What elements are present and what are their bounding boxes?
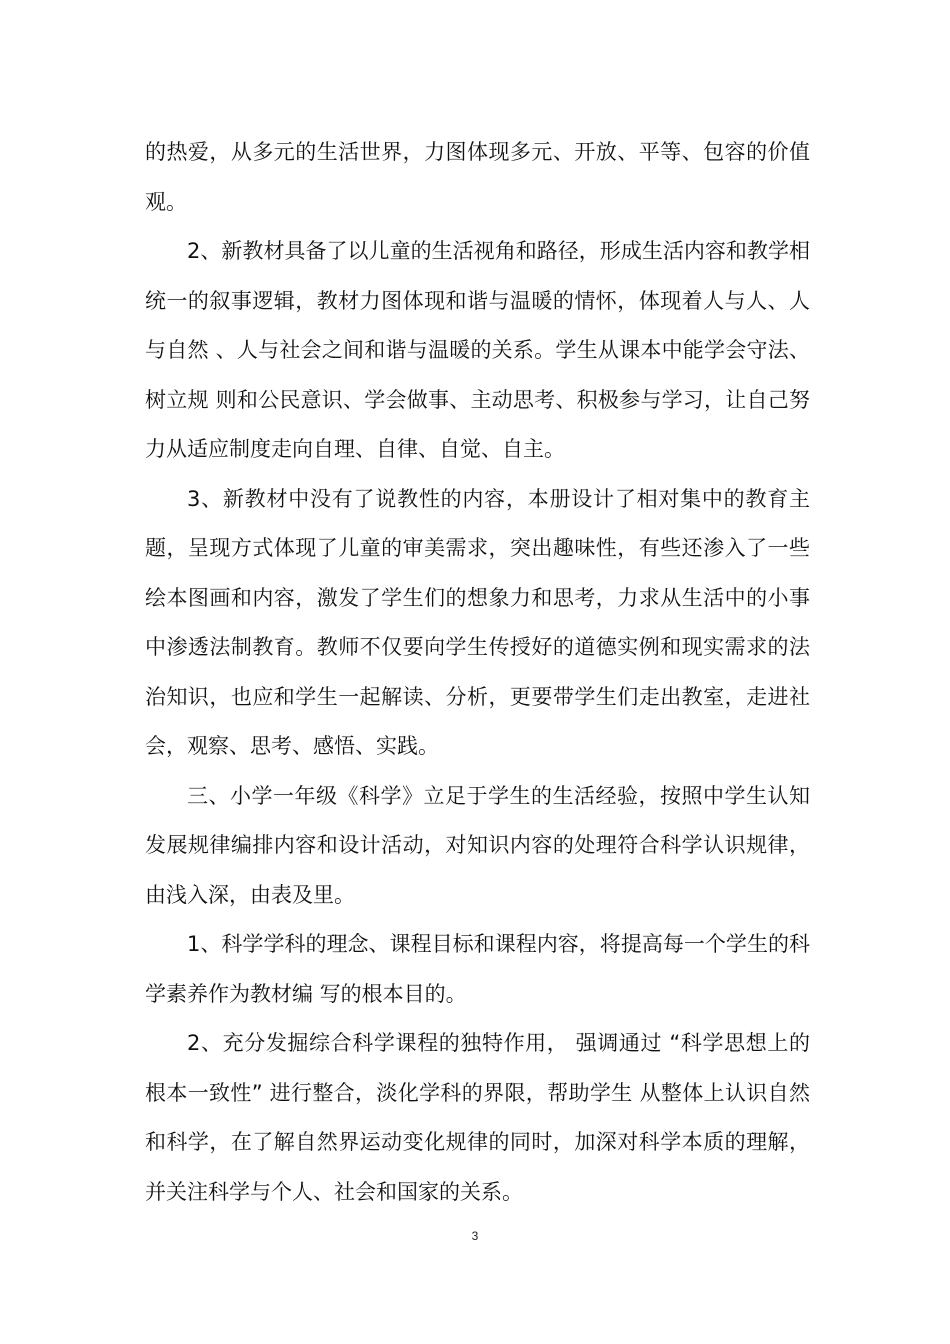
paragraph-2: 2、新教材具备了以儿童的生活视角和路径，形成生活内容和教学相统一的叙事逻辑，教材力图体现和谐与温暖的情怀，体现着人与人、人与自然 、人与社会之间和谐与温暖的关系。学生从课本中能学会守法、树立规 则和公民意识、学会做事、主动思考、积极参与学习，让自己努力从适应制度走向自理、自律、自觉、自主。 [145,239,810,461]
body-text [145,128,810,1217]
paragraph-3: 3、新教材中没有了说教性的内容，本册设计了相对集中的教育主题，呈现方式体现了儿童的审美需求，突出趣味性，有些还渗入了一些绘本图画和内容，激发了学生们的想象力和思考，力求从生活中的小事中渗透法制教育。教师不仅要向学生传授好的道德实例和现实需求的法治知识，也应和学生一起解读、分析，更要带学生们走出教室，走进社会，观察、思考、感悟、实践。 [145,486,810,758]
paragraph-4: 三、小学一年级《科学》立足于学生的生活经验，按照中学生认知发展规律编排内容和设计活动，对知识内容的处理符合科学认识规律，由浅入深，由表及里。 [145,783,810,907]
paragraph-5: 1、科学学科的理念、课程目标和课程内容，将提高每一个学生的科学素养作为教材编 写的根本目的。 [145,932,810,1006]
page-number: 3 [471,1229,479,1243]
paragraph-6: 2、充分发掘综合科学课程的独特作用， 强调通过 “科学思想上的根本一致性” 进行整合，淡化学科的界限，帮助学生 从整体上认识自然和科学，在了解自然界运动变化规律的同时，加深对科学本质的理解，并关注科学与个人、社会和国家的关系。 [145,1031,810,1204]
paragraph-1: 的热爱，从多元的生活世界，力图体现多元、开放、平等、包容的价值观。 [145,140,810,214]
